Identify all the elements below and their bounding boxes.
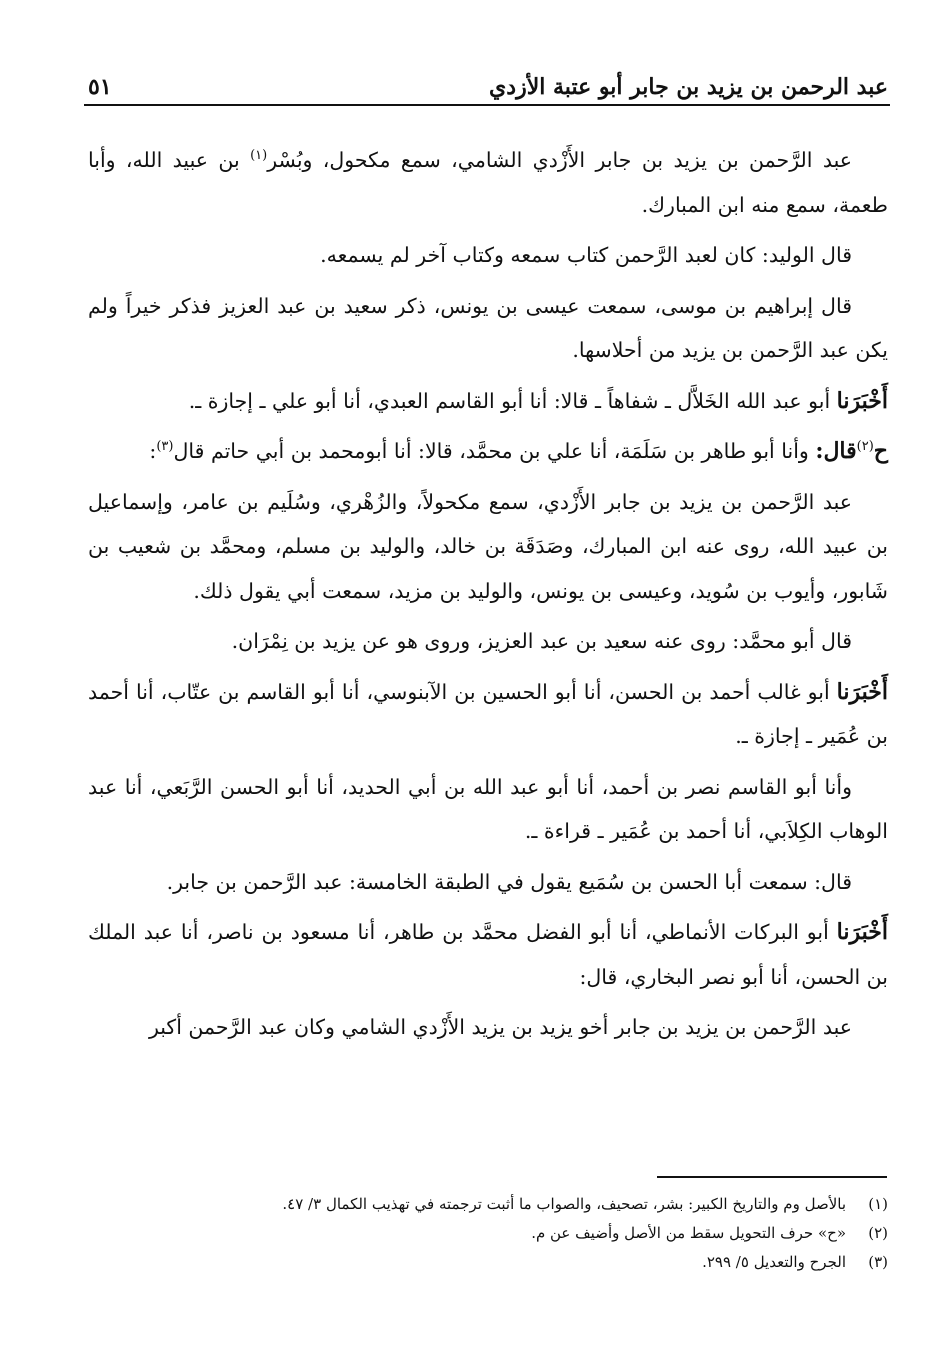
keyword-akhbarana: أَخْبَرَنا	[836, 678, 888, 705]
paragraph-8	[88, 670, 888, 759]
paragraph-7: قال أبو محمَّد: روى عنه سعيد بن عبد العزيز، وروى هو عن يزيد بن نِمْرَان.	[231, 629, 852, 653]
footnote-3	[88, 1248, 888, 1277]
footnote-number: (٢)	[868, 1224, 888, 1242]
paragraph-5	[88, 429, 888, 474]
paragraph-1-text: عبد الرَّحمن بن يزيد بن جابر الأَزْدي الشامي، سمع مكحول، وبُسْر	[267, 148, 852, 172]
footnote-text: بالأصل وم والتاريخ الكبير: بشر، تصحيف، والصواب ما أثبت ترجمته في تهذيب الكمال ٣/ ٤٧.	[282, 1195, 846, 1213]
paragraph-5-text-end: :	[149, 439, 157, 463]
footnote-text: «ح» حرف التحويل سقط من الأصل وأضيف عن م.	[531, 1224, 846, 1242]
keyword-qala: قال:	[815, 438, 857, 464]
footnote-ref-2: (٢)	[856, 439, 874, 455]
footnote-text: الجرح والتعديل ٥/ ٢٩٩.	[702, 1253, 846, 1271]
tahwil-letter: ح	[873, 438, 888, 464]
paragraph-11-text: أبو البركات الأنماطي، أنا أبو الفضل محمَّد بن طاهر، أنا مسعود بن ناصر، أنا عبد الملك بن الحسن، أنا أبو نصر البخاري، قال:	[88, 920, 888, 989]
paragraph-6: عبد الرَّحمن بن يزيد بن جابر الأَزْدي، سمع مكحولاً، والزُهْري، وسُلَيم بن عامر، وإسماعيل بن عبيد الله، روى عنه ابن المبارك، وصَدَقَة بن خالد، والوليد بن مسلم، ومحمَّد بن شعيب بن شَابور، وأيوب بن سُويد، وعيسى بن يونس، والوليد بن مزيد، سمعت أبي يقول ذلك.	[88, 489, 888, 603]
paragraph-1	[88, 138, 888, 227]
page-number: ٥١	[88, 74, 112, 100]
paragraph-8-text: أبو غالب أحمد بن الحسن، أنا أبو الحسين بن الآبنوسي، أنا أبو القاسم بن عتّاب، أنا أحمد بن عُمَير ـ إجازة ـ.	[88, 679, 888, 748]
footnotes	[88, 1190, 888, 1277]
footnote-rule	[657, 1176, 887, 1178]
footnote-ref-1: (١)	[250, 148, 268, 164]
keyword-akhbarana: أَخْبَرَنا	[836, 387, 888, 414]
paragraph-5-text: وأنا أبو طاهر بن سَلَمَة، أنا علي بن محمَّد، قالا: أنا أبومحمد بن أبي حاتم قال	[173, 439, 816, 463]
paragraph-3: قال إبراهيم بن موسى، سمعت عيسى بن يونس، ذكر سعيد بن عبد العزيز فذكر خيراً ولم يكن عبد الرَّحمن بن يزيد من أحلاسها.	[88, 293, 888, 362]
header-rule	[84, 104, 890, 106]
footnote-number: (٣)	[868, 1253, 888, 1271]
paragraph-1-text-cont: بن عبيد الله، وأبا طعمة، سمع منه ابن المبارك.	[88, 148, 888, 217]
paragraph-12: عبد الرَّحمن بن يزيد بن جابر أخو يزيد بن يزيد الأَزْدي الشامي وكان عبد الرَّحمن أكبر	[148, 1015, 852, 1039]
paragraph-4	[88, 379, 888, 424]
keyword-akhbarana: أَخْبَرَنا	[836, 919, 888, 945]
footnote-2	[88, 1219, 888, 1248]
footnote-number: (١)	[868, 1195, 888, 1213]
paragraph-9: وأنا أبو القاسم نصر بن أحمد، أنا أبو عبد الله بن أبي الحديد، أنا أبو الحسن الرَّبَعي، أنا عبد الوهاب الكِلاَبي، أنا أحمد بن عُمَير ـ قراءة ـ.	[88, 774, 888, 843]
footnote-1	[88, 1190, 888, 1219]
paragraph-11	[88, 910, 888, 999]
paragraph-4-text: أبو عبد الله الخَلاَّل ـ شفاهاً ـ قالا: أنا أبو القاسم العبدي، أنا أبو علي ـ إجازة ـ.	[188, 388, 837, 413]
page-header	[88, 66, 888, 100]
main-text	[88, 138, 888, 1056]
running-title: عبد الرحمن بن يزيد بن جابر أبو عتبة الأزدي	[489, 74, 888, 100]
paragraph-2: قال الوليد: كان لعبد الرَّحمن كتاب سمعه وكتاب آخر لم يسمعه.	[320, 243, 852, 267]
paragraph-10: قال: سمعت أبا الحسن بن سُمَيع يقول في الطبقة الخامسة: عبد الرَّحمن بن جابر.	[166, 869, 852, 894]
footnote-ref-3: (٣)	[156, 439, 174, 455]
